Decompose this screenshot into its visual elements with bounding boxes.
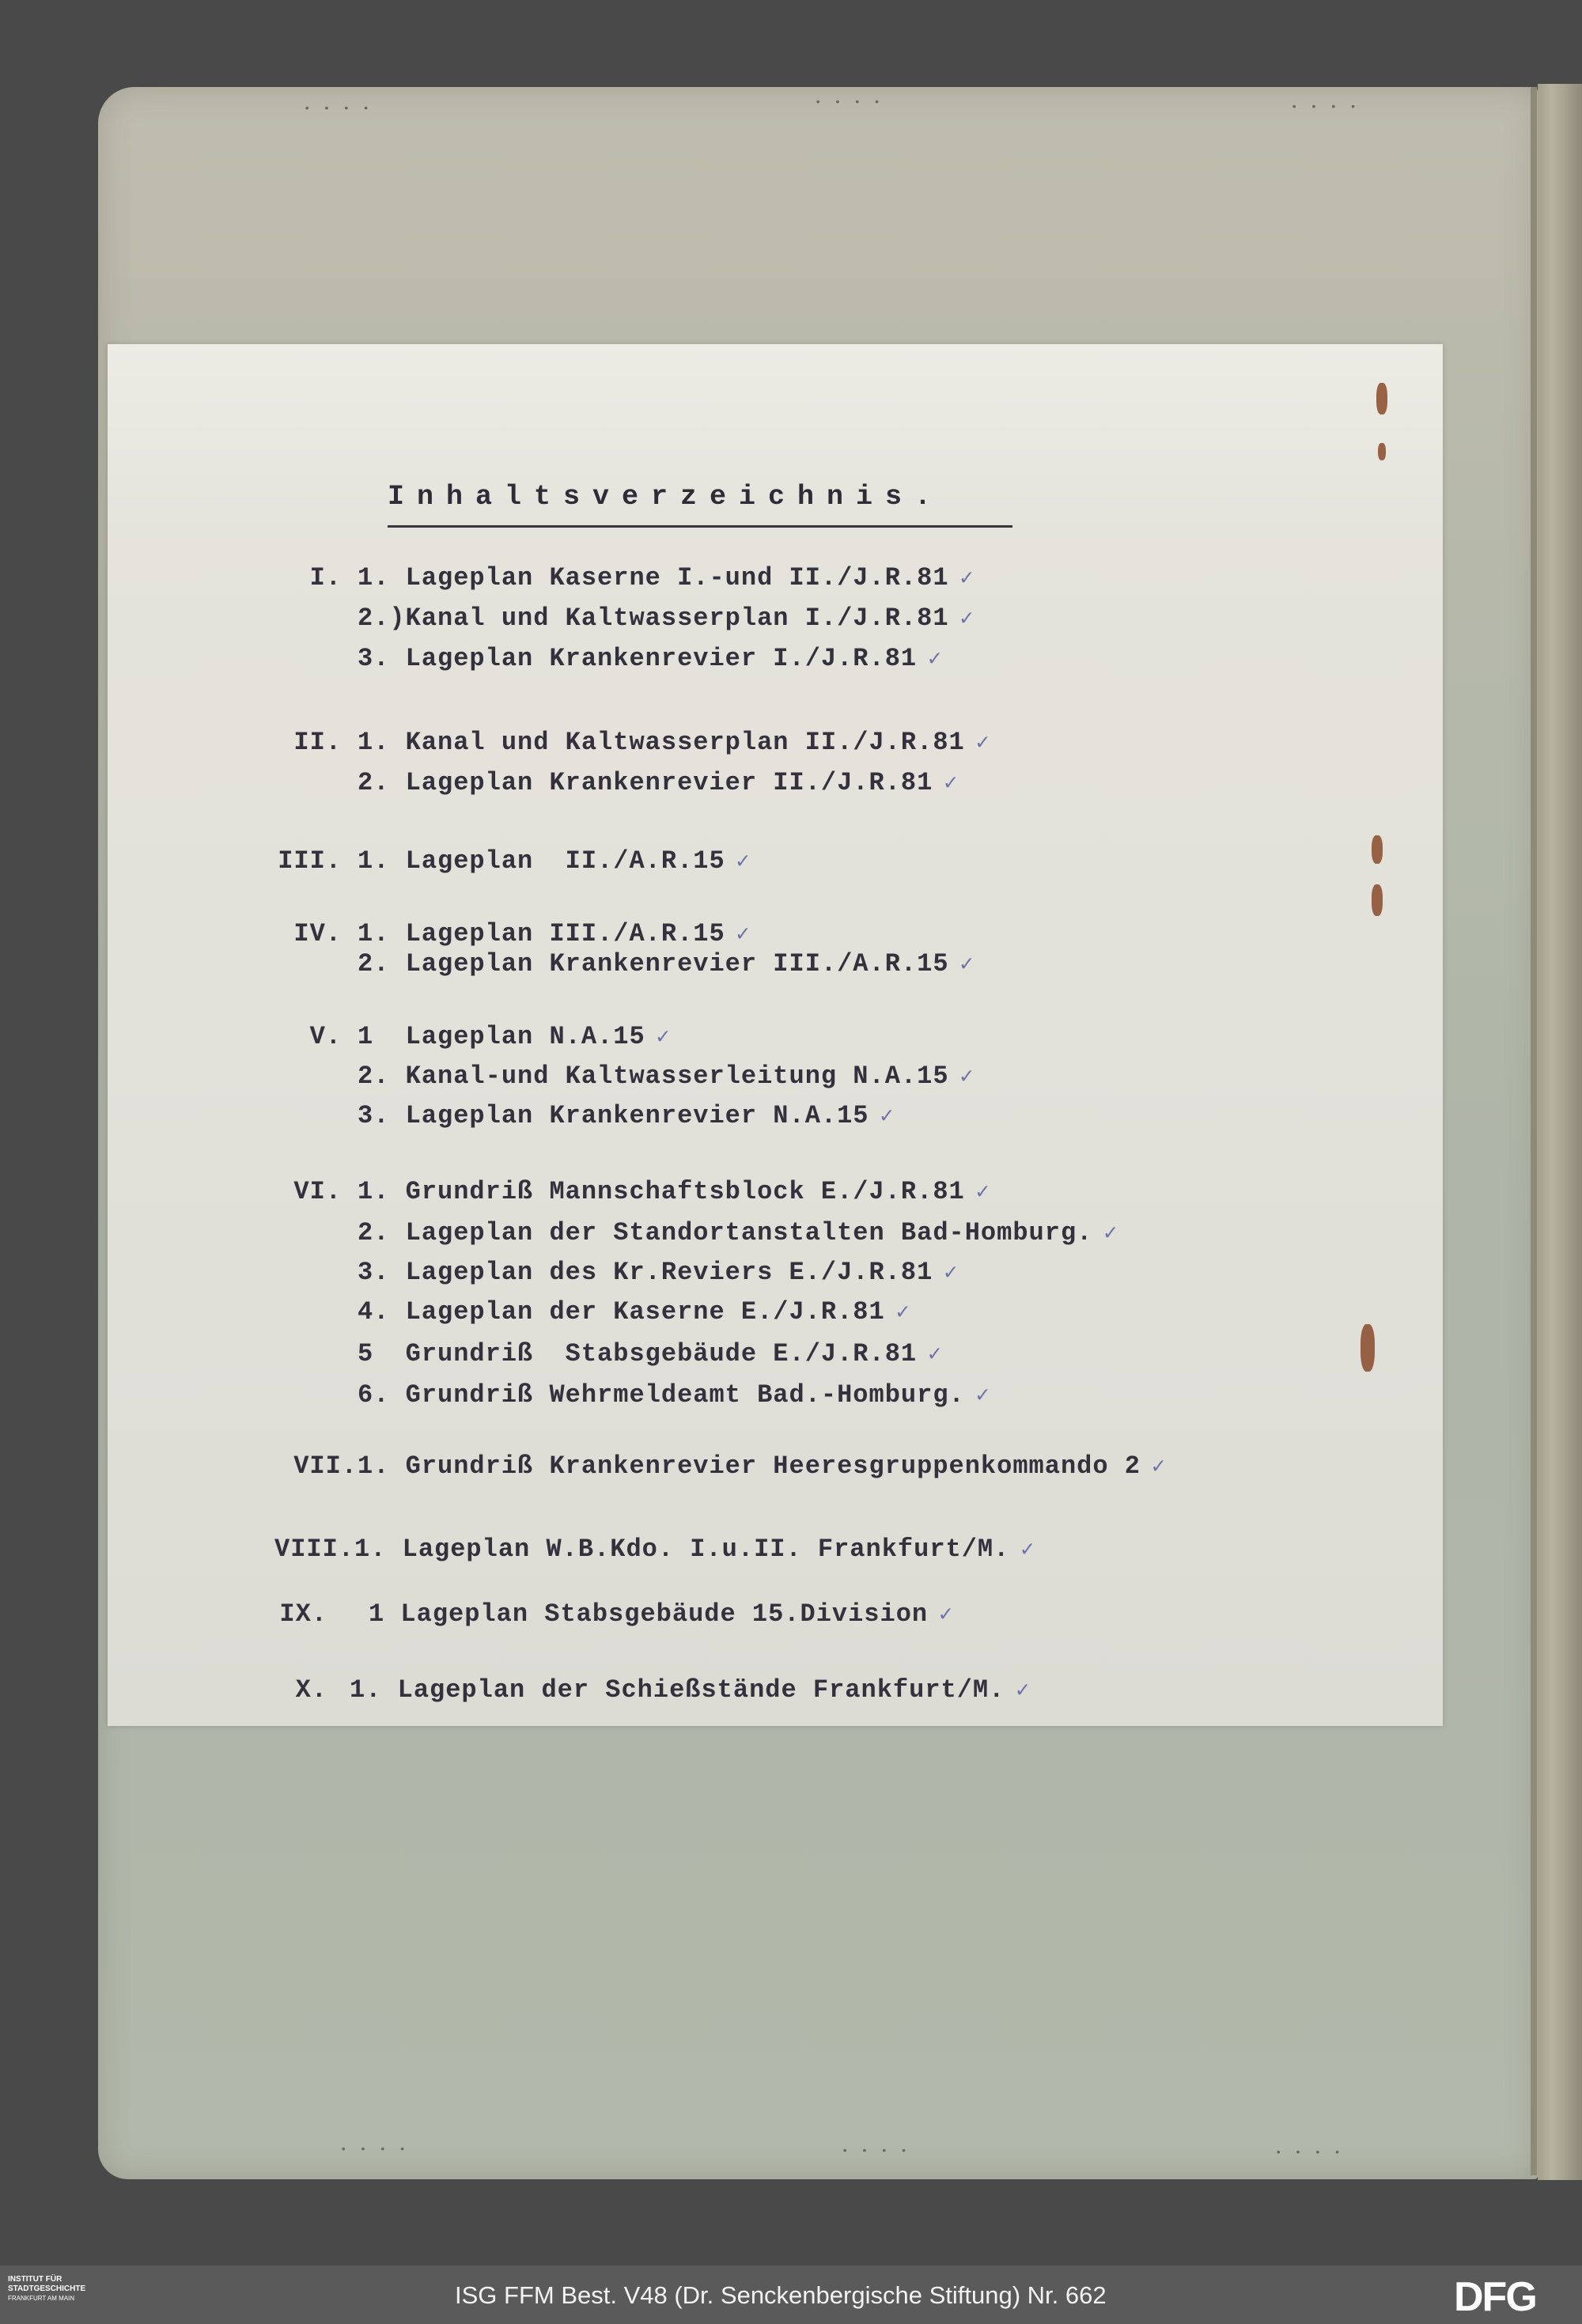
pencil-check-icon: ✓ bbox=[736, 923, 751, 948]
pencil-check-icon: ✓ bbox=[656, 1026, 671, 1050]
pencil-check-icon: ✓ bbox=[928, 1343, 942, 1368]
pencil-check-icon: ✓ bbox=[975, 1181, 990, 1206]
punch-marks-decor: • • • • bbox=[842, 2145, 910, 2158]
pencil-check-icon: ✓ bbox=[928, 648, 942, 672]
entry-text: 2. Lageplan Krankenrevier III./A.R.15 bbox=[358, 949, 949, 978]
entry-text: 3. Lageplan des Kr.Reviers E./J.R.81 bbox=[358, 1258, 933, 1287]
pencil-check-icon: ✓ bbox=[959, 567, 975, 592]
toc-entry bbox=[0, 1022, 671, 1051]
rust-stain bbox=[1361, 1324, 1375, 1372]
toc-entry bbox=[0, 1675, 1030, 1705]
rust-stain bbox=[1378, 443, 1386, 460]
toc-entry bbox=[0, 1380, 990, 1410]
pencil-check-icon: ✓ bbox=[1151, 1455, 1166, 1480]
pencil-check-icon: ✓ bbox=[939, 1603, 953, 1628]
pencil-check-icon: ✓ bbox=[959, 953, 975, 978]
entry-text: 1. Grundriß Mannschaftsblock E./J.R.81 bbox=[358, 1177, 965, 1206]
toc-entry bbox=[0, 1101, 894, 1130]
section-numeral: IX. bbox=[279, 1599, 327, 1629]
punch-marks-decor: • • • • bbox=[815, 97, 884, 109]
rust-stain bbox=[1372, 835, 1383, 864]
institution-line: INSTITUT FÜR bbox=[8, 2275, 62, 2284]
entry-text: 1. Lageplan III./A.R.15 bbox=[358, 919, 725, 948]
section-numeral: VII. bbox=[293, 1452, 358, 1481]
entry-text: 2. Kanal-und Kaltwasserleitung N.A.15 bbox=[358, 1062, 949, 1091]
section-numeral: VI. bbox=[293, 1177, 342, 1206]
entry-text: 1. Grundriß Krankenrevier Heeresgruppenkommando 2 bbox=[358, 1452, 1141, 1481]
entry-text: 6. Grundriß Wehrmeldeamt Bad.-Homburg. bbox=[358, 1380, 965, 1410]
archive-caption: ISG FFM Best. V48 (Dr. Senckenbergische Stiftung) Nr. 662 bbox=[455, 2281, 1107, 2309]
toc-entry bbox=[0, 1535, 1035, 1564]
pencil-check-icon: ✓ bbox=[944, 1262, 959, 1286]
toc-entry bbox=[0, 1218, 1118, 1247]
toc-entry bbox=[0, 604, 974, 633]
entry-text: 5 Grundriß Stabsgebäude E./J.R.81 bbox=[358, 1339, 918, 1368]
pencil-check-icon: ✓ bbox=[975, 732, 990, 756]
pencil-check-icon: ✓ bbox=[959, 607, 975, 632]
rust-stain bbox=[1376, 383, 1387, 414]
dfg-logo: DFG bbox=[1454, 2274, 1536, 2320]
pencil-check-icon: ✓ bbox=[880, 1105, 895, 1130]
institution-line: STADTGESCHICHTE bbox=[8, 2284, 86, 2293]
entry-text: 1. Lageplan Kaserne I.-und II./J.R.81 bbox=[358, 563, 949, 592]
pencil-check-icon: ✓ bbox=[1016, 1679, 1031, 1704]
entry-text: 1 Lageplan Stabsgebäude 15.Division bbox=[369, 1599, 929, 1629]
title-underline bbox=[388, 525, 1012, 528]
section-numeral: X. bbox=[295, 1675, 327, 1705]
toc-entry bbox=[0, 846, 751, 876]
section-numeral: V. bbox=[309, 1022, 342, 1051]
section-numeral: IV. bbox=[293, 919, 342, 948]
entry-text: 3. Lageplan Krankenrevier I./J.R.81 bbox=[358, 644, 918, 673]
toc-entry bbox=[0, 1258, 958, 1287]
entry-text: 1. Kanal und Kaltwasserplan II./J.R.81 bbox=[358, 728, 965, 757]
folder-spine bbox=[1531, 87, 1537, 2175]
entry-text: 3. Lageplan Krankenrevier N.A.15 bbox=[358, 1101, 869, 1130]
institution-line: FRANKFURT AM MAIN bbox=[8, 2295, 75, 2302]
toc-entry bbox=[0, 919, 751, 948]
pencil-check-icon: ✓ bbox=[1020, 1539, 1035, 1563]
pencil-check-icon: ✓ bbox=[959, 1065, 975, 1090]
toc-entry bbox=[0, 1339, 942, 1368]
entry-text: 2. Lageplan Krankenrevier II./J.R.81 bbox=[358, 768, 933, 797]
section-numeral: I. bbox=[309, 563, 342, 592]
entry-text: 2. Lageplan der Standortanstalten Bad-Homburg. bbox=[358, 1218, 1093, 1247]
punch-marks-decor: • • • • bbox=[1275, 2147, 1344, 2159]
document-title: Inhaltsverzeichnis. bbox=[388, 481, 944, 513]
punch-marks-decor: • • • • bbox=[1291, 101, 1360, 114]
footer-bar bbox=[0, 2265, 1582, 2324]
toc-entry bbox=[0, 949, 974, 978]
section-numeral: II. bbox=[293, 728, 342, 757]
toc-entry bbox=[0, 1062, 974, 1091]
pencil-check-icon: ✓ bbox=[1103, 1222, 1118, 1247]
pencil-check-icon: ✓ bbox=[736, 850, 751, 875]
institution-logo bbox=[8, 2275, 85, 2303]
rust-stain bbox=[1372, 884, 1383, 916]
toc-entry bbox=[0, 1177, 990, 1206]
entry-text: 4. Lageplan der Kaserne E./J.R.81 bbox=[358, 1297, 885, 1327]
pencil-check-icon: ✓ bbox=[944, 772, 959, 797]
toc-entry bbox=[0, 644, 942, 673]
toc-entry bbox=[0, 768, 958, 797]
toc-entry bbox=[0, 1297, 910, 1327]
toc-entry bbox=[0, 1452, 1166, 1481]
entry-text: 2.)Kanal und Kaltwasserplan I./J.R.81 bbox=[358, 604, 949, 633]
punch-marks-decor: • • • • bbox=[304, 103, 373, 115]
pencil-check-icon: ✓ bbox=[895, 1301, 910, 1326]
section-numeral: III. bbox=[278, 846, 342, 876]
section-numeral: VIII. bbox=[274, 1535, 354, 1564]
punch-marks-decor: • • • • bbox=[340, 2144, 409, 2156]
entry-text: 1. Lageplan W.B.Kdo. I.u.II. Frankfurt/M. bbox=[354, 1535, 1010, 1564]
entry-text: 1 Lageplan N.A.15 bbox=[358, 1022, 645, 1051]
pencil-check-icon: ✓ bbox=[975, 1384, 990, 1409]
entry-text: 1. Lageplan II./A.R.15 bbox=[358, 846, 725, 876]
toc-entry bbox=[0, 728, 990, 757]
entry-text: 1. Lageplan der Schießstände Frankfurt/M. bbox=[350, 1675, 1005, 1705]
folder-back-cover bbox=[1538, 84, 1582, 2180]
toc-entry bbox=[0, 563, 974, 592]
toc-entry bbox=[0, 1599, 953, 1629]
